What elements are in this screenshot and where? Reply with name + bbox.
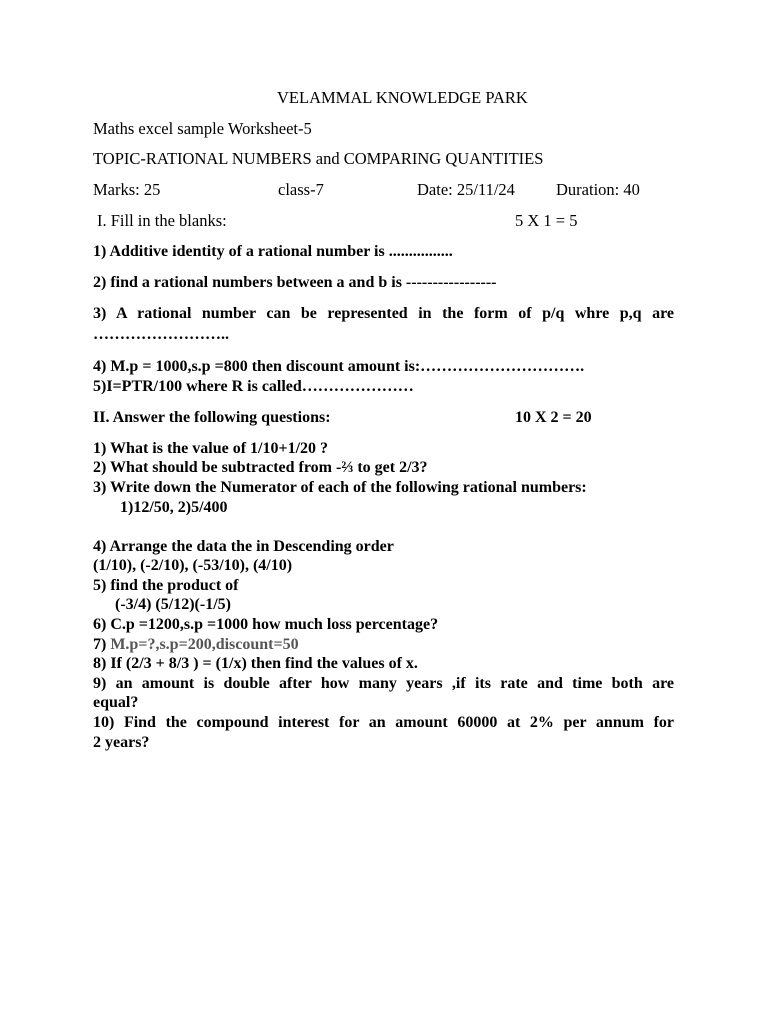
question-10: 10) Find the compound interest for an amount 60000 at 2% per annum for [93, 714, 674, 731]
question-3: 3) Write down the Numerator of each of the following rational numbers: [93, 479, 587, 496]
question-2: 2) What should be subtracted from -⅔ to get 2/3? [93, 459, 428, 476]
duration-label: Duration: 40 [556, 180, 640, 199]
section2-title: II. Answer the following questions: [93, 409, 331, 426]
question-3-parts: 1)12/50, 2)5/400 [120, 499, 228, 516]
blank-item-3: 3) A rational number can be represented in the form of p/q whre p,q are [93, 305, 674, 322]
question-4-data: (1/10), (-2/10), (-53/10), (4/10) [93, 557, 293, 574]
class-label: class-7 [278, 180, 324, 199]
question-10-cont: 2 years? [93, 734, 150, 751]
worksheet-title: Maths excel sample Worksheet-5 [93, 119, 312, 138]
marks-label: Marks: 25 [93, 180, 161, 199]
question-5-expression: (-3/4) (5/12)(-1/5) [115, 596, 231, 613]
blank-item-5: 5)I=PTR/100 where R is called………………… [93, 378, 414, 395]
question-6: 6) C.p =1200,s.p =1000 how much loss percentage? [93, 616, 439, 633]
school-name: VELAMMAL KNOWLEDGE PARK [277, 88, 528, 107]
question-1: 1) What is the value of 1/10+1/20 ? [93, 440, 329, 457]
question-7-text: M.p=?,s.p=200,discount=50 [110, 636, 299, 653]
date-label: Date: 25/11/24 [417, 180, 515, 199]
question-7 [93, 636, 299, 654]
blank-item-4: 4) M.p = 1000,s.p =800 then discount amount is:…………………………. [93, 358, 585, 375]
blank-item-3-cont: …………………….. [93, 326, 229, 343]
question-9-cont: equal? [93, 694, 139, 711]
question-5: 5) find the product of [93, 577, 239, 594]
topic-line: TOPIC-RATIONAL NUMBERS and COMPARING QUANTITIES [93, 149, 544, 168]
section1-title: I. Fill in the blanks: [97, 211, 227, 230]
section2-marks: 10 X 2 = 20 [515, 409, 592, 426]
question-9: 9) an amount is double after how many years ,if its rate and time both are [93, 675, 674, 692]
section1-marks: 5 X 1 = 5 [515, 211, 578, 230]
question-4: 4) Arrange the data the in Descending order [93, 538, 394, 555]
blank-item-1: 1) Additive identity of a rational number is ................ [93, 243, 453, 260]
question-8: 8) If (2/3 + 8/3 ) = (1/x) then find the values of x. [93, 655, 418, 672]
blank-item-2: 2) find a rational numbers between a and b is ----------------- [93, 274, 497, 291]
question-7-number: 7) [93, 636, 111, 653]
